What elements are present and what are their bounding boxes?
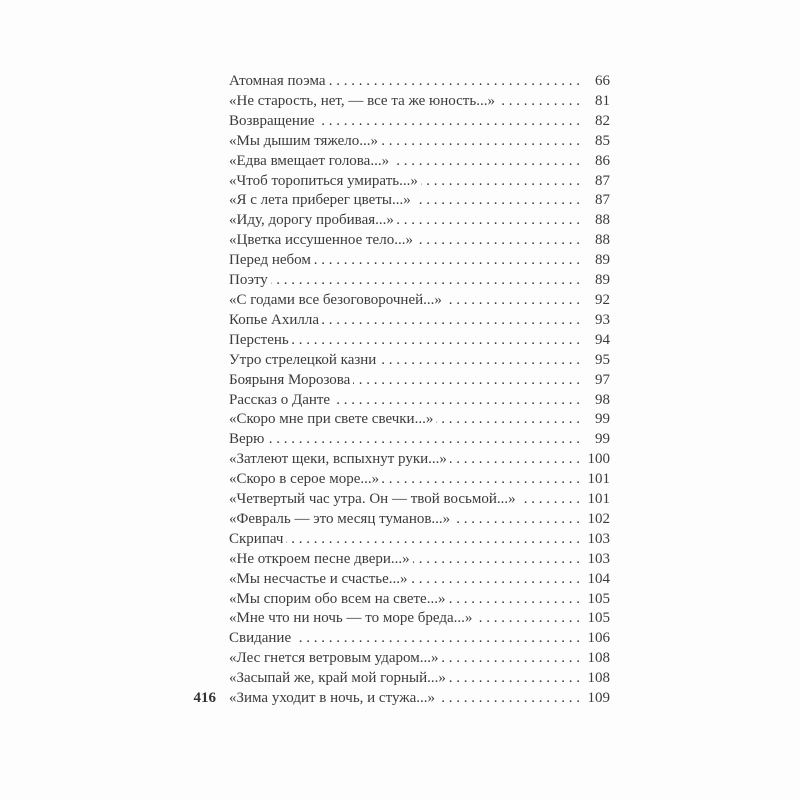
dot-leader (438, 689, 580, 709)
dot-leader (322, 311, 580, 331)
toc-entry-title: «Не откроем песне двери...» (229, 550, 410, 567)
dot-leader (314, 251, 580, 271)
dot-leader (414, 191, 580, 211)
toc-entry-title: «Иду, дорогу пробивая...» (229, 212, 394, 229)
toc-entry-title: «С годами все безоговорочней...» (229, 291, 442, 308)
toc-entry-page: 104 (587, 570, 610, 587)
toc-entry-page: 85 (595, 132, 610, 149)
toc-entry-page: 103 (587, 550, 610, 567)
toc-entry-title: «Засыпай же, край мой горный...» (229, 670, 446, 687)
dot-leader (329, 72, 580, 92)
toc-entry-page: 105 (587, 590, 610, 607)
toc-entry-page: 82 (595, 112, 610, 129)
toc-entry-title: Атомная поэма (229, 73, 326, 89)
toc-entry-title: «Мне что ни ночь — то море бреда...» (229, 610, 473, 627)
dot-leader (413, 550, 580, 570)
dot-leader (449, 669, 580, 689)
dot-leader (379, 351, 580, 371)
toc-entry-title: Перед небом (229, 252, 311, 269)
dot-leader (392, 152, 580, 172)
toc-entry-page: 102 (587, 510, 610, 527)
dot-leader (318, 112, 580, 132)
dot-leader (271, 271, 580, 291)
toc-entry (229, 211, 610, 231)
toc-entry (229, 430, 610, 450)
toc-entry (229, 351, 610, 371)
toc-entry (229, 92, 610, 112)
toc-entry-page: 94 (595, 331, 610, 348)
toc-entry (229, 649, 610, 669)
toc-entry-title: «Не старость, нет, — все та же юность...» (229, 92, 495, 109)
toc-entry (229, 669, 610, 689)
toc-entry-title: «Скоро в серое море...» (229, 471, 380, 488)
dot-leader (397, 211, 580, 231)
dot-leader (416, 231, 580, 251)
toc-entry (229, 470, 610, 490)
toc-entry-page: 103 (587, 530, 610, 547)
toc-entry-page: 109 (587, 690, 610, 707)
toc-entry (229, 629, 610, 649)
page-folio: 416 (193, 690, 216, 706)
toc-entry (229, 570, 610, 590)
toc-entry-page: 87 (595, 192, 610, 209)
toc-entry-title: Рассказ о Данте (229, 391, 331, 408)
toc-entry (229, 152, 610, 172)
toc-entry-page: 108 (587, 650, 610, 667)
toc-entry (229, 510, 610, 530)
dot-leader (382, 470, 580, 490)
toc-entry (229, 191, 610, 211)
dot-leader (421, 172, 580, 192)
toc-entry-title: Возвращение (229, 112, 315, 129)
toc-entry-title: Боярыня Морозова (229, 371, 351, 388)
toc-entry-title: Скрипач (229, 530, 284, 547)
toc-entry-page: 105 (587, 610, 610, 627)
toc-entry-title: «Четвертый час утра. Он — твой восьмой...» (229, 491, 516, 508)
toc-entry-title: «Зима уходит в ночь, и стужа...» (229, 690, 436, 707)
toc-entry-title: Перстень (229, 331, 289, 348)
toc-entry (229, 331, 610, 351)
toc-entry (229, 371, 610, 391)
toc-entry-page: 92 (595, 291, 610, 308)
dot-leader (498, 92, 580, 112)
dot-leader (442, 649, 581, 669)
toc-entry-page: 81 (595, 92, 610, 109)
toc-entry (229, 172, 610, 192)
toc-entry-title: Верю (229, 431, 265, 448)
toc-entry (229, 132, 610, 152)
dot-leader (381, 132, 580, 152)
toc-entry (229, 291, 610, 311)
toc-entry (229, 490, 610, 510)
toc-entry-title: «Едва вмещает голова...» (229, 152, 390, 169)
dot-leader (267, 430, 580, 450)
dot-leader (445, 291, 580, 311)
toc-entry (229, 231, 610, 251)
dot-leader (292, 331, 580, 351)
toc-entry-page: 101 (587, 471, 610, 488)
toc-entry-title: «Мы спорим обо всем на свете...» (229, 590, 446, 607)
toc-entry-title: «Цветка иссушенное тело...» (229, 232, 413, 249)
toc-entry (229, 410, 610, 430)
toc-entry (229, 391, 610, 411)
toc-entry-title: Поэту (229, 272, 268, 289)
toc-entry-page: 101 (587, 491, 610, 508)
toc-entry-page: 95 (595, 351, 610, 368)
dot-leader (286, 530, 580, 550)
toc-entry-title: «Мы дышим тяжело...» (229, 132, 379, 149)
toc-entry-page: 89 (595, 252, 610, 269)
toc-entry-page: 89 (595, 272, 610, 289)
dot-leader (411, 570, 580, 590)
dot-leader (519, 490, 580, 510)
dot-leader (450, 450, 580, 470)
toc-entry-page: 88 (595, 232, 610, 249)
toc-entry-page: 97 (595, 371, 610, 388)
toc-entry (229, 112, 610, 132)
toc-entry-page: 93 (595, 311, 610, 328)
toc-entry (229, 530, 610, 550)
toc-entry (229, 590, 610, 610)
toc-entry-page: 66 (595, 73, 610, 89)
dot-leader (448, 590, 580, 610)
toc-entry-page: 86 (595, 152, 610, 169)
toc-entry-title: «Затлеют щеки, вспыхнут руки...» (229, 451, 447, 468)
toc-entry-title: «Февраль — это месяц туманов...» (229, 510, 451, 527)
dot-leader (453, 510, 580, 530)
toc-list (229, 72, 610, 709)
toc-entry (229, 689, 610, 709)
toc-entry-page: 99 (595, 411, 610, 428)
dot-leader (294, 629, 580, 649)
toc-entry (229, 550, 610, 570)
toc-entry-title: Утро стрелецкой казни (229, 351, 377, 368)
toc-entry-title: «Я с лета приберег цветы...» (229, 192, 411, 209)
toc-entry (229, 450, 610, 470)
toc-entry-page: 100 (587, 451, 610, 468)
toc-entry-title: «Чтоб торопиться умирать...» (229, 172, 418, 189)
toc-entry (229, 609, 610, 629)
toc-entry-page: 88 (595, 212, 610, 229)
dot-leader (475, 609, 580, 629)
toc-entry-page: 99 (595, 431, 610, 448)
toc-entry-title: «Мы несчастье и счастье...» (229, 570, 408, 587)
toc-entry (229, 251, 610, 271)
toc-entry-title: «Скоро мне при свете свечки...» (229, 411, 434, 428)
toc-entry-title: Копье Ахилла (229, 311, 320, 328)
dot-leader (333, 391, 580, 411)
toc-entry-page: 87 (595, 172, 610, 189)
toc-entry (229, 72, 610, 92)
toc-entry (229, 271, 610, 291)
toc-entry-page: 106 (587, 630, 610, 647)
toc-entry-page: 98 (595, 391, 610, 408)
dot-leader (353, 371, 580, 391)
dot-leader (436, 410, 580, 430)
toc-entry (229, 311, 610, 331)
toc-entry-title: Свидание (229, 630, 292, 647)
toc-entry-title: «Лес гнется ветровым ударом...» (229, 650, 439, 667)
toc-entry-page: 108 (587, 670, 610, 687)
